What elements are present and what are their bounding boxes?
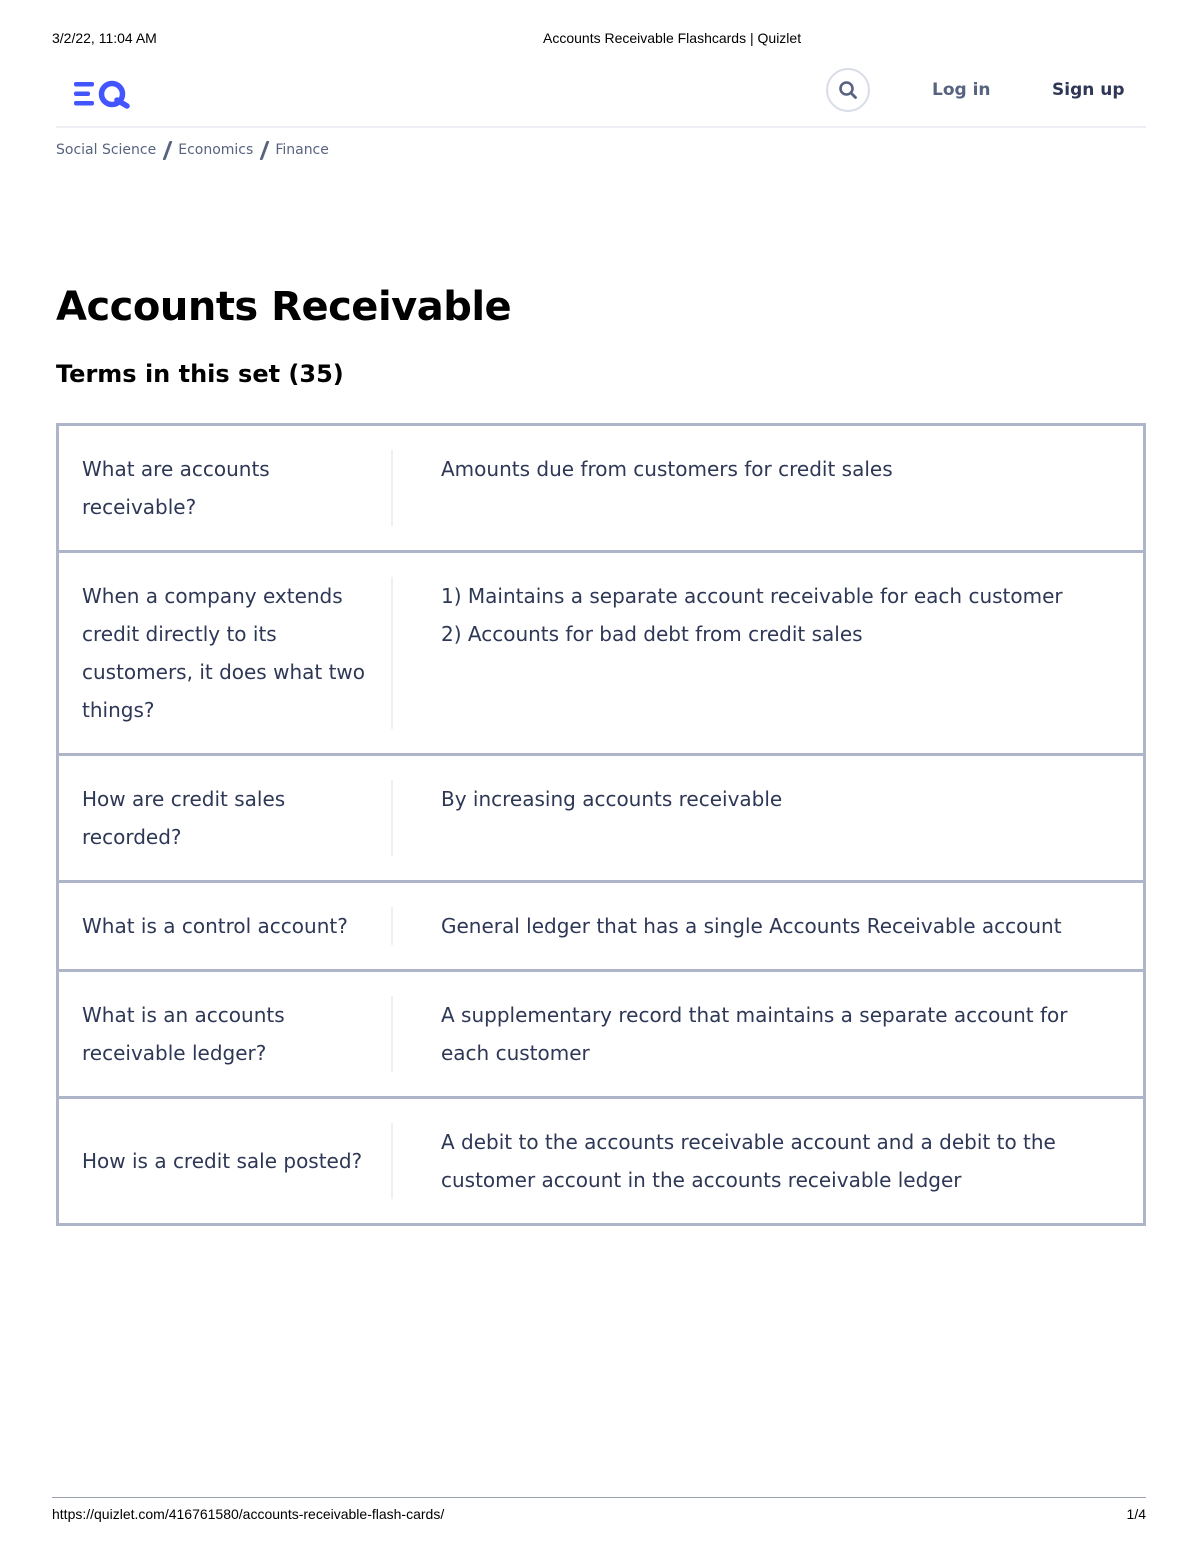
term-definition-cell — [393, 780, 1143, 856]
term-row — [56, 753, 1146, 883]
term-word: How are credit sales recorded? — [82, 787, 286, 849]
signup-button[interactable]: Sign up — [1052, 80, 1125, 100]
breadcrumb — [56, 141, 329, 159]
term-word: What is a control account? — [82, 914, 348, 938]
term-definition: General ledger that has a single Accounts Receivable account — [441, 914, 1062, 938]
term-row — [56, 550, 1146, 756]
top-navigation-bar — [56, 64, 1146, 128]
print-footer-divider — [52, 1497, 1146, 1498]
term-word-cell — [59, 907, 393, 945]
breadcrumb-separator-icon — [260, 141, 268, 159]
term-definition-cell — [393, 996, 1143, 1072]
term-row — [56, 969, 1146, 1099]
breadcrumb-item-social-science[interactable]: Social Science — [56, 142, 157, 158]
print-footer-page-number: 1/4 — [1126, 1506, 1146, 1522]
term-word: When a company extends credit directly to its customers, it does what two things? — [82, 584, 366, 722]
term-word-cell — [59, 996, 393, 1072]
print-header — [0, 30, 1200, 50]
term-definition-cell — [393, 450, 1143, 526]
term-definition: 1) Maintains a separate account receivable for each customer 2) Accounts for bad debt from credit sales — [441, 584, 1063, 646]
term-word: How is a credit sale posted? — [82, 1149, 363, 1173]
term-row — [56, 880, 1146, 972]
term-definition: A debit to the accounts receivable account and a debit to the customer account in the accounts receivable ledger — [441, 1130, 1056, 1192]
print-document-title: Accounts Receivable Flashcards | Quizlet — [543, 30, 802, 46]
term-row — [56, 1096, 1146, 1226]
term-word-cell — [59, 450, 393, 526]
search-button[interactable] — [826, 68, 870, 112]
terms-list — [56, 423, 1146, 1226]
term-row — [56, 423, 1146, 553]
terms-heading: Terms in this set (35) — [56, 360, 344, 388]
term-word: What are accounts receivable? — [82, 457, 270, 519]
term-definition: A supplementary record that maintains a separate account for each customer — [441, 1003, 1068, 1065]
search-icon — [838, 80, 858, 100]
term-definition-cell — [393, 577, 1143, 729]
term-word: What is an accounts receivable ledger? — [82, 1003, 285, 1065]
term-definition-cell — [393, 907, 1143, 945]
breadcrumb-separator-icon — [163, 141, 171, 159]
print-footer-url: https://quizlet.com/416761580/accounts-receivable-flash-cards/ — [52, 1506, 445, 1522]
term-word-cell — [59, 780, 393, 856]
print-datetime: 3/2/22, 11:04 AM — [52, 30, 157, 46]
term-definition: By increasing accounts receivable — [441, 787, 783, 811]
breadcrumb-item-finance[interactable]: Finance — [275, 142, 329, 158]
quizlet-logo-icon[interactable] — [72, 76, 132, 112]
term-definition: Amounts due from customers for credit sales — [441, 457, 893, 481]
term-definition-cell — [393, 1123, 1143, 1199]
page-title: Accounts Receivable — [56, 284, 512, 330]
term-word-cell — [59, 1123, 393, 1199]
login-button[interactable]: Log in — [932, 80, 991, 100]
term-word-cell — [59, 577, 393, 729]
breadcrumb-item-economics[interactable]: Economics — [178, 142, 254, 158]
